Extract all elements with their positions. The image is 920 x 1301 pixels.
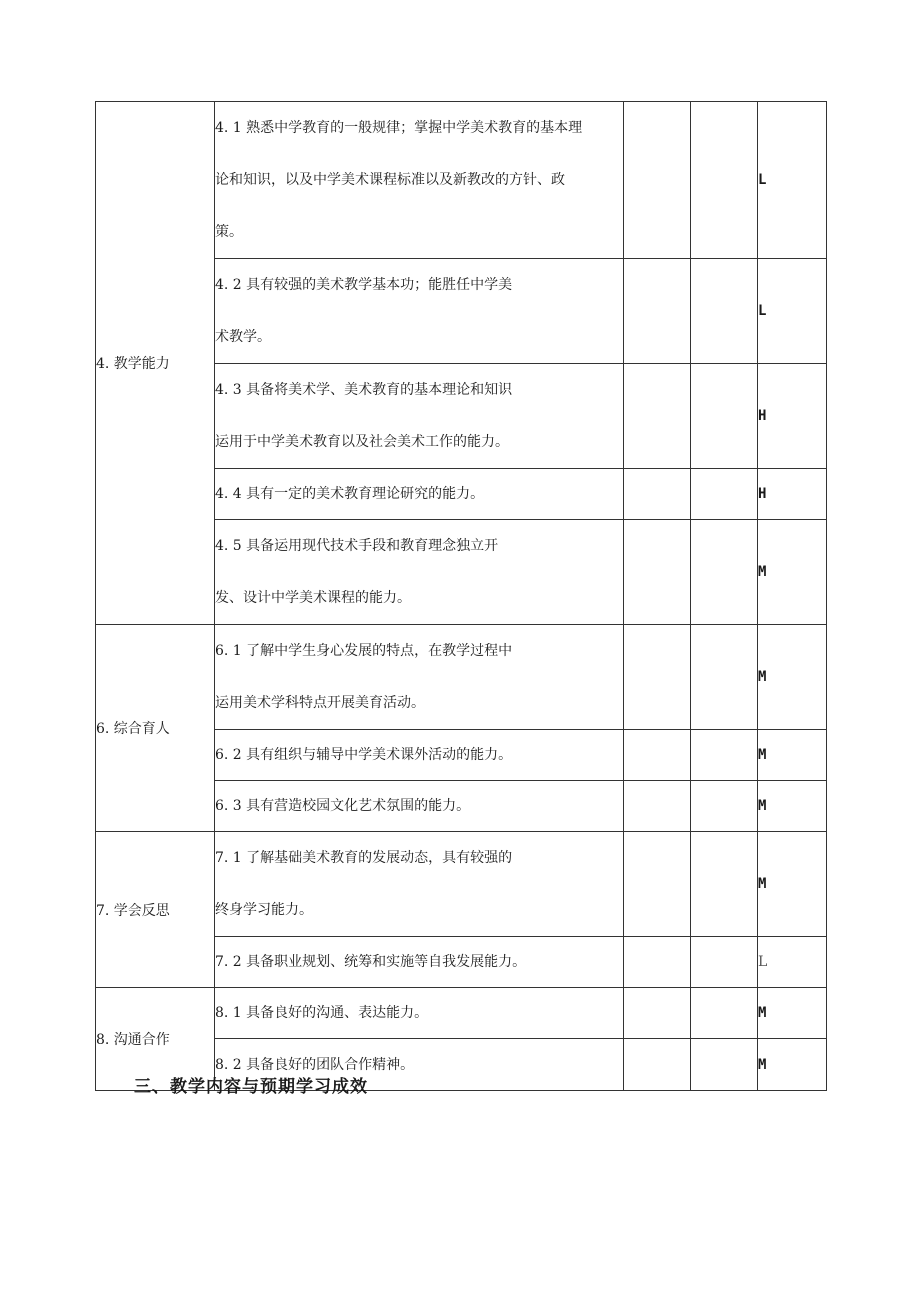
requirement-text-line: 6. 1 了解中学生身心发展的特点，在教学过程中 <box>215 643 513 659</box>
table-row <box>96 832 827 937</box>
empty-cell <box>691 364 758 469</box>
empty-cell <box>624 102 691 259</box>
empty-cell <box>624 520 691 625</box>
requirement-cell <box>215 730 624 781</box>
requirement-cell <box>215 832 624 937</box>
table-row <box>96 988 827 1039</box>
empty-cell <box>691 259 758 364</box>
support-level-cell: M <box>758 832 827 937</box>
support-level-cell: L <box>758 937 827 988</box>
empty-cell <box>691 832 758 937</box>
empty-cell <box>691 781 758 832</box>
empty-cell <box>691 102 758 259</box>
section-heading: 三、教学内容与预期学习成效 <box>134 1077 368 1097</box>
support-level-cell: M <box>758 520 827 625</box>
requirement-text-line: 术教学。 <box>215 329 271 345</box>
requirement-text-line: 4. 4 具有一定的美术教育理论研究的能力。 <box>215 486 485 502</box>
requirement-text-line: 7. 1 了解基础美术教育的发展动态，具有较强的 <box>215 850 513 866</box>
requirement-cell <box>215 625 624 730</box>
empty-cell <box>624 781 691 832</box>
table-row <box>96 625 827 730</box>
empty-cell <box>691 730 758 781</box>
support-level-cell: L <box>758 102 827 259</box>
empty-cell <box>624 469 691 520</box>
requirement-cell <box>215 781 624 832</box>
requirement-cell <box>215 469 624 520</box>
support-level-cell: L <box>758 259 827 364</box>
empty-cell <box>624 832 691 937</box>
empty-cell <box>691 1039 758 1091</box>
requirements-table <box>95 101 827 1091</box>
support-level-cell: H <box>758 364 827 469</box>
requirement-cell <box>215 520 624 625</box>
empty-cell <box>691 469 758 520</box>
support-level-cell: M <box>758 625 827 730</box>
category-cell: 7. 学会反思 <box>96 832 215 988</box>
empty-cell <box>624 988 691 1039</box>
requirement-text-line: 7. 2 具备职业规划、统筹和实施等自我发展能力。 <box>215 954 527 970</box>
empty-cell <box>624 1039 691 1091</box>
requirement-text-line: 运用于中学美术教育以及社会美术工作的能力。 <box>215 434 509 450</box>
support-level-cell: M <box>758 730 827 781</box>
requirement-text-line: 8. 1 具备良好的沟通、表达能力。 <box>215 1005 429 1021</box>
category-cell: 6. 综合育人 <box>96 625 215 832</box>
category-cell: 4. 教学能力 <box>96 102 215 625</box>
requirement-cell <box>215 102 624 259</box>
requirement-cell <box>215 988 624 1039</box>
support-level-cell: M <box>758 781 827 832</box>
requirement-text-line: 运用美术学科特点开展美育活动。 <box>215 695 425 711</box>
requirement-text-line: 4. 5 具备运用现代技术手段和教育理念独立开 <box>215 538 499 554</box>
requirement-text-line: 6. 3 具有营造校园文化艺术氛围的能力。 <box>215 798 471 814</box>
requirement-text-line: 4. 2 具有较强的美术教学基本功；能胜任中学美 <box>215 277 513 293</box>
requirement-text-line: 终身学习能力。 <box>215 902 313 918</box>
empty-cell <box>691 625 758 730</box>
empty-cell <box>624 937 691 988</box>
requirement-cell <box>215 937 624 988</box>
requirement-text-line: 4. 3 具备将美术学、美术教育的基本理论和知识 <box>215 382 513 398</box>
requirement-text-line: 4. 1 熟悉中学教育的一般规律；掌握中学美术教育的基本理 <box>215 120 583 136</box>
requirement-text-line: 论和知识，以及中学美术课程标准以及新教改的方针、政 <box>215 172 565 188</box>
empty-cell <box>624 364 691 469</box>
requirement-text-line: 6. 2 具有组织与辅导中学美术课外活动的能力。 <box>215 747 513 763</box>
empty-cell <box>691 520 758 625</box>
empty-cell <box>691 937 758 988</box>
category-cell: 8. 沟通合作 <box>96 988 215 1091</box>
empty-cell <box>691 988 758 1039</box>
empty-cell <box>624 730 691 781</box>
support-level-cell: M <box>758 988 827 1039</box>
table-row <box>96 102 827 259</box>
requirement-cell <box>215 364 624 469</box>
requirement-text-line: 策。 <box>215 224 243 240</box>
requirement-cell <box>215 259 624 364</box>
requirement-text-line: 8. 2 具备良好的团队合作精神。 <box>215 1056 415 1073</box>
support-level-cell: M <box>758 1039 827 1091</box>
empty-cell <box>624 259 691 364</box>
requirement-text-line: 发、设计中学美术课程的能力。 <box>215 590 411 606</box>
empty-cell <box>624 625 691 730</box>
support-level-cell: H <box>758 469 827 520</box>
